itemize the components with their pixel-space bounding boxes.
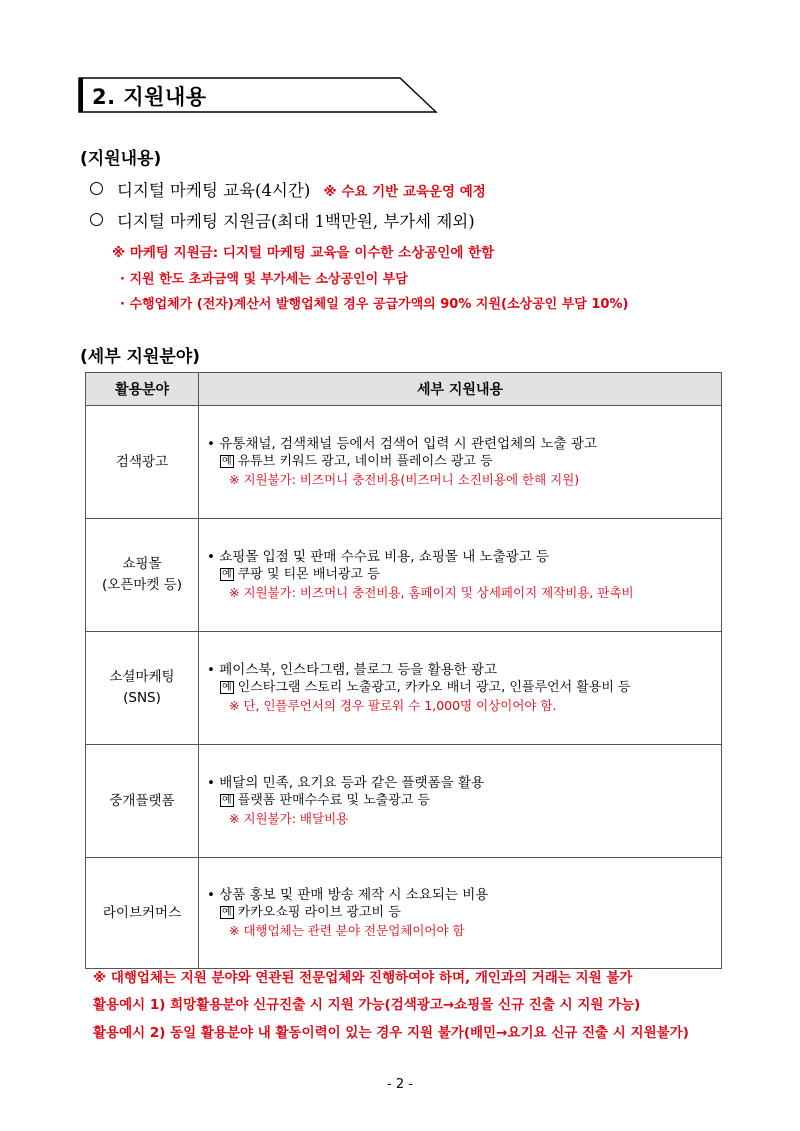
table-row [86, 858, 722, 969]
row-warning: ※ 지원불가: 비즈머니 충전비용, 홈페이지 및 상세페이지 제작비용, 판촉비 [229, 585, 634, 600]
row-warning: ※ 대행업체는 관련 분야 전문업체이어야 함 [229, 923, 465, 938]
circle-bullet-icon [90, 182, 103, 195]
row-warning: ※ 지원불가: 배달비용 [229, 811, 349, 826]
row-main: • 쇼핑몰 입점 및 판매 수수료 비용, 쇼핑몰 내 노출광고 등 [207, 549, 550, 565]
support-sub-2: · 수행업체가 (전자)계산서 발행업체일 경우 공급가액의 90% 지원(소상공인 부담 10%) [120, 297, 629, 312]
section-header [78, 77, 438, 113]
row-example-text: 쿠팡 및 티몬 배너광고 등 [237, 567, 380, 582]
row-example-text: 인스타그램 스토리 노출광고, 카카오 배너 광고, 인플루언서 활용비 등 [237, 680, 631, 695]
support-heading: (지원내용) [80, 149, 162, 169]
table-row [86, 406, 722, 519]
detail-heading: (세부 지원분야) [80, 347, 200, 367]
row-warning: ※ 단, 인플루언서의 경우 팔로워 수 1,000명 이상이어야 함. [229, 698, 557, 713]
row-category [86, 745, 199, 858]
row-main: • 유통채널, 검색채널 등에서 검색어 입력 시 관련업체의 노출 광고 [207, 436, 597, 452]
row-category-line1: 소셜마케팅 [109, 669, 175, 685]
row-warning: ※ 지원불가: 비즈머니 충전비용(비즈머니 소진비용에 한해 지원) [229, 472, 580, 487]
table-row [86, 745, 722, 858]
page-number: - 2 - [387, 1077, 413, 1092]
row-category [86, 519, 199, 632]
table-row [86, 519, 722, 632]
circle-bullet-icon [90, 213, 103, 226]
row-main-text: 페이스북, 인스타그램, 블로그 등을 활용한 광고 [219, 662, 498, 678]
row-main: • 페이스북, 인스타그램, 블로그 등을 활용한 광고 [207, 662, 498, 678]
row-detail [199, 519, 722, 632]
row-category [86, 858, 199, 969]
row-main: • 배달의 민족, 요기요 등과 같은 플랫폼을 활용 [207, 775, 485, 791]
row-main-text: 배달의 민족, 요기요 등과 같은 플랫폼을 활용 [219, 775, 485, 791]
table-row [86, 632, 722, 745]
row-example [207, 453, 721, 471]
footer-note-1: ※ 대행업체는 지원 분야와 연관된 전문업체와 진행하여야 하며, 개인과의 거래는 지원 불가 [93, 970, 633, 986]
section-title: 2. 지원내용 [92, 85, 207, 109]
table-header-row [86, 373, 722, 406]
support-sub-1: · 지원 한도 초과금액 및 부가세는 소상공인이 부담 [120, 272, 408, 287]
support-item-fund [90, 208, 475, 232]
support-item-education-note: ※ 수요 기반 교육운영 예정 [323, 184, 486, 200]
support-item-education [90, 177, 486, 201]
row-category-line1: 라이브커머스 [102, 904, 182, 921]
row-example [207, 792, 721, 810]
row-example-text: 카카오쇼핑 라이브 광고비 등 [237, 905, 401, 920]
row-example [207, 679, 721, 697]
row-detail [199, 406, 722, 519]
row-category-line1: 쇼핑몰 [122, 556, 162, 572]
example-mark-icon: 예 [222, 682, 232, 693]
row-category-line1: 검색광고 [115, 453, 169, 470]
detail-table [85, 372, 722, 969]
row-category-line2: (SNS) [123, 690, 161, 706]
row-category-line1: 중개플랫폼 [109, 792, 175, 809]
row-main: • 상품 홍보 및 판매 방송 제작 시 소요되는 비용 [207, 887, 489, 903]
row-detail [199, 745, 722, 858]
footer-note-3: 활용예시 2) 동일 활용분야 내 활동이력이 있는 경우 지원 불가(배민→요기요 신규 진출 시 지원불가) [93, 1025, 689, 1041]
row-example [207, 566, 721, 584]
row-main-text: 쇼핑몰 입점 및 판매 수수료 비용, 쇼핑몰 내 노출광고 등 [219, 549, 550, 565]
row-example-text: 유튜브 키워드 광고, 네이버 플레이스 광고 등 [237, 454, 493, 469]
row-example-text: 플랫폼 판매수수료 및 노출광고 등 [237, 793, 431, 808]
example-mark-icon: 예 [222, 795, 232, 806]
row-category [86, 632, 199, 745]
example-mark-icon: 예 [222, 569, 232, 580]
row-detail [199, 858, 722, 969]
col-header-field: 활용분야 [86, 373, 199, 406]
col-header-detail: 세부 지원내용 [199, 373, 722, 406]
row-category-line2: (오픈마켓 등) [101, 577, 183, 593]
row-detail [199, 632, 722, 745]
example-mark-icon: 예 [222, 456, 232, 467]
footer-note-2: 활용예시 1) 희망활용분야 신규진출 시 지원 가능(검색광고→쇼핑몰 신규 진출 시 지원 가능) [93, 997, 641, 1013]
row-example [207, 904, 721, 922]
row-main-text: 유통채널, 검색채널 등에서 검색어 입력 시 관련업체의 노출 광고 [219, 436, 597, 452]
row-main-text: 상품 홍보 및 판매 방송 제작 시 소요되는 비용 [219, 887, 489, 903]
example-mark-icon: 예 [222, 907, 232, 918]
support-notice: ※ 마케팅 지원금: 디지털 마케팅 교육을 이수한 소상공인에 한함 [112, 245, 495, 261]
row-category [86, 406, 199, 519]
support-item-education-text: 디지털 마케팅 교육(4시간) [117, 181, 311, 200]
support-item-fund-text: 디지털 마케팅 지원금(최대 1백만원, 부가세 제외) [117, 212, 475, 231]
